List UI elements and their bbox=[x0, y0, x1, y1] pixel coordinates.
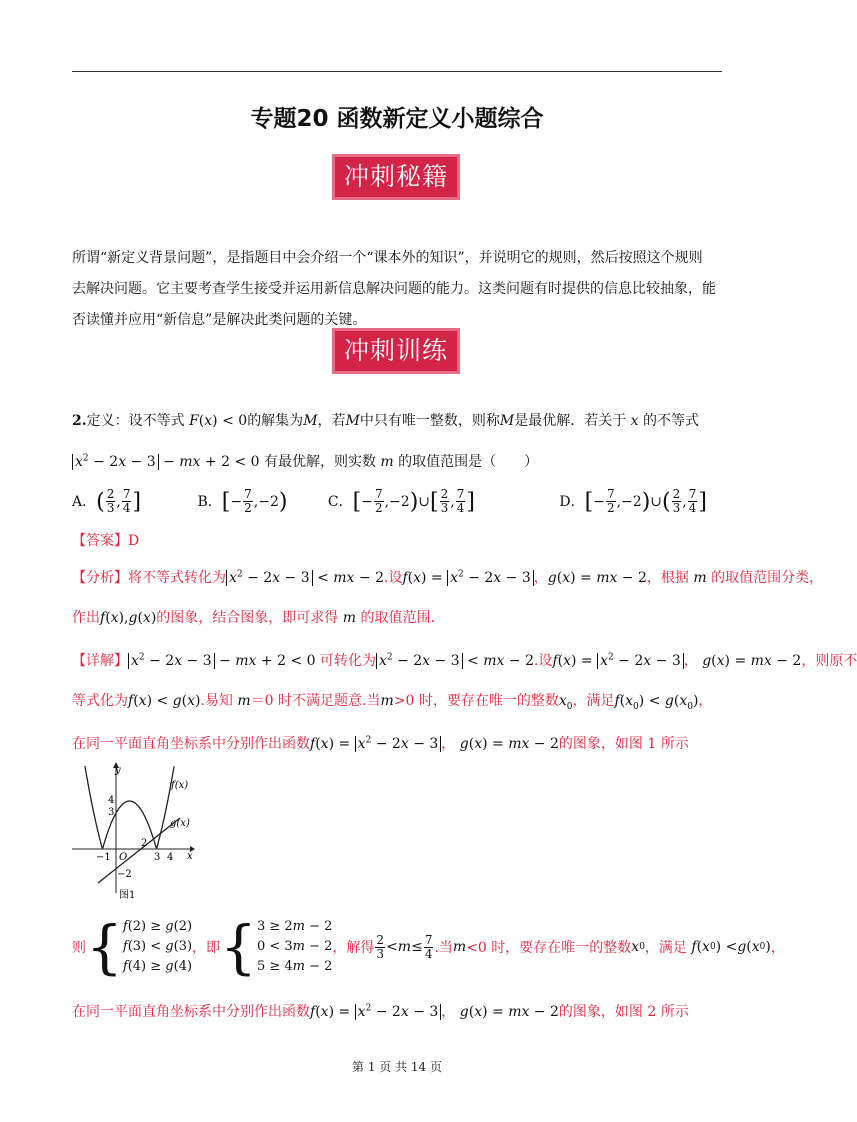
question-line-2: $x^2 - 2x - 3$ − mx + 2 < 0 有最优解，则实数 m 的取值范围是（ ） bbox=[72, 451, 538, 471]
detail-text: 的图象，如图 1 所示 bbox=[558, 736, 689, 752]
analysis-text: 作出 bbox=[72, 610, 100, 626]
question-number: 2. bbox=[72, 413, 87, 429]
option-c[interactable]: C．[− $\frac{7}{2}$ ,−2)∪[ $\frac{2}{3}$ , $\frac{7}{4}$ ] bbox=[327, 487, 475, 515]
detail-line-2: 等式化为f(x) < g(x).易知 m＝0 时不满足题意.当m>0 时，要存在唯一的整数$x_0$，满足$f(x_0) < g(x_0)$， bbox=[72, 693, 713, 712]
analysis-text: .设 bbox=[384, 570, 403, 586]
answer-value: D bbox=[128, 533, 140, 549]
y-tick-4: 4 bbox=[108, 795, 115, 806]
f-label: f(x) bbox=[171, 780, 189, 791]
q-text: 有最优解，则实数 bbox=[263, 454, 376, 470]
section-stamp-secrets bbox=[332, 154, 460, 200]
detail-text: ，满足 bbox=[572, 693, 615, 709]
analysis-text: ， bbox=[533, 570, 548, 586]
header-rule bbox=[72, 71, 722, 72]
origin-label: O bbox=[119, 852, 128, 863]
system-m: 3 ≥ 2m − 2 0 < 3m − 2 5 ≥ 4m − 2 bbox=[256, 919, 333, 974]
detail-line-1: 【详解】 $x^2 - 2x - 3$ − mx + 2 < 0 可转化为 $x^2 - 2x - 3$ < mx − 2.设$f(x) = x^2 - 2x - 3$ ， g(x) = mx − 2，则原不 bbox=[72, 652, 857, 669]
option-d-label: D． bbox=[559, 493, 585, 510]
q-text: 的取值范围是（ ） bbox=[398, 454, 539, 470]
math-F: F bbox=[189, 413, 199, 429]
option-a-label: A． bbox=[72, 493, 97, 510]
section-stamp-training bbox=[332, 328, 460, 374]
page-footer: 第 1 页 共 14 页 bbox=[352, 1060, 442, 1074]
answer-tag: 【答案】 bbox=[72, 533, 128, 549]
q-text: 是最优解．若关于 bbox=[514, 413, 627, 429]
figure-1 bbox=[68, 760, 198, 905]
system-f-g: f(2) ≥ g(2) f(3) < g(3) f(4) ≥ g(4) bbox=[122, 919, 193, 974]
detail-text: ， bbox=[770, 940, 785, 956]
detail-line-5: 在同一平面直角坐标系中分别作出函数$f(x) = x^2 - 2x - 3$ ， g(x) = mx − 2的图象，如图 2 所示 bbox=[72, 1003, 689, 1020]
q-text: 中只有唯一整数，则称 bbox=[359, 413, 500, 429]
detail-text: <0 时，要存在唯一的整数 bbox=[466, 940, 632, 956]
detail-text: ，满足 bbox=[644, 940, 687, 956]
detail-text: ，则原不 bbox=[801, 653, 857, 669]
stamp-label: 冲刺训练 bbox=[343, 336, 448, 365]
option-c-label: C． bbox=[327, 493, 353, 510]
option-b-label: B． bbox=[197, 493, 222, 510]
detail-text: ， bbox=[698, 693, 713, 709]
detail-text: ， bbox=[441, 1004, 456, 1020]
y-tick-neg2: −2 bbox=[117, 869, 132, 880]
detail-text: 在同一平面直角坐标系中分别作出函数 bbox=[72, 1004, 310, 1020]
x-label: x bbox=[187, 851, 193, 862]
detail-text: 的图象，如图 2 所示 bbox=[558, 1004, 689, 1020]
g-label: g(x) bbox=[170, 818, 190, 829]
detail-text: .易知 bbox=[200, 693, 233, 709]
option-d[interactable]: D．[− $\frac{7}{2}$ ,−2)∪( $\frac{2}{3}$ , $\frac{7}{4}$ ] bbox=[559, 487, 707, 515]
question-line-1: 2.定义：设不等式 F(x) < 0的解集为M，若M中只有唯一整数，则称M是最优解．若关于 x 的不等式 bbox=[72, 413, 700, 429]
stamp-label: 冲刺秘籍 bbox=[343, 162, 448, 191]
analysis-text: 的取值范围分类， bbox=[711, 570, 824, 586]
detail-text: ， bbox=[683, 653, 698, 669]
analysis-line-1: 【分析】将不等式转化为 $x^2 - 2x - 3$ < mx − 2.设$f(x) = x^2 - 2x - 3$ ，g(x) = mx − 2，根据 m 的取值范围分类， bbox=[72, 569, 824, 586]
detail-text: 则 bbox=[72, 940, 86, 956]
detail-text: .设 bbox=[533, 653, 553, 669]
answer-line bbox=[72, 530, 139, 550]
g-line bbox=[98, 818, 180, 883]
x-tick-2: 2 bbox=[141, 838, 148, 849]
figure-caption: 图1 bbox=[119, 890, 136, 901]
detail-line-3: 在同一平面直角坐标系中分别作出函数$f(x) = x^2 - 2x - 3$ ， g(x) = mx − 2的图象，如图 1 所示 bbox=[72, 735, 689, 752]
detail-text: ， bbox=[441, 736, 456, 752]
detail-text: ＝0 时不满足题意.当 bbox=[250, 693, 381, 709]
analysis-text: 的图象，结合图象，即可求得 bbox=[156, 610, 339, 626]
detail-tag: 【详解】 bbox=[72, 653, 128, 669]
analysis-text: 将不等式转化为 bbox=[128, 570, 226, 586]
option-b[interactable]: B．[− $\frac{7}{2}$ ,−2) bbox=[197, 487, 288, 515]
question-options bbox=[72, 488, 707, 515]
option-a[interactable]: A．( $\frac{2}{3}$ , $\frac{7}{4}$ ] bbox=[72, 487, 142, 515]
detail-text: .当 bbox=[434, 940, 453, 956]
f-curve bbox=[85, 766, 174, 848]
detail-text: 等式化为 bbox=[72, 693, 128, 709]
detail-text: 可转化为 bbox=[319, 653, 376, 669]
page-title: 专题20 函数新定义小题综合 bbox=[250, 106, 544, 132]
detail-text: >0 时，要存在唯一的整数 bbox=[393, 693, 559, 709]
q-text: ，若 bbox=[317, 413, 346, 429]
detail-text: ，解得 bbox=[332, 940, 375, 956]
x-tick-neg1: −1 bbox=[96, 852, 111, 863]
x-tick-4: 4 bbox=[167, 852, 174, 863]
q-text: 的解集为 bbox=[247, 413, 304, 429]
detail-text: 在同一平面直角坐标系中分别作出函数 bbox=[72, 736, 310, 752]
analysis-text: ，根据 bbox=[646, 570, 689, 586]
q-text: 的不等式 bbox=[643, 413, 700, 429]
analysis-tag: 【分析】 bbox=[72, 570, 128, 586]
y-label: y bbox=[115, 765, 121, 776]
y-tick-3: 3 bbox=[108, 807, 115, 818]
detail-line-4: 则 { f(2) ≥ g(2) f(3) < g(3) f(4) ≥ g(4) ，即 { 3 ≥ 2m − 2 0 < 3m − 2 5 ≥ 4m − 2 ，解得 $\frac{2}{3}$ < m ≤ $\frac{7}{4}$ .当 m <0 时，要存在唯一的整数 x 0 ，满足 f ( x 0 ) < g ( x 0 ) ， bbox=[72, 913, 785, 981]
analysis-text: 的取值范围. bbox=[360, 610, 435, 626]
q-text: 定义：设不等式 bbox=[86, 413, 185, 429]
detail-text: ，即 bbox=[192, 940, 221, 956]
x-tick-3: 3 bbox=[154, 852, 161, 863]
analysis-line-2: 作出f(x),g(x)的图象，结合图象，即可求得 m 的取值范围. bbox=[72, 610, 435, 626]
